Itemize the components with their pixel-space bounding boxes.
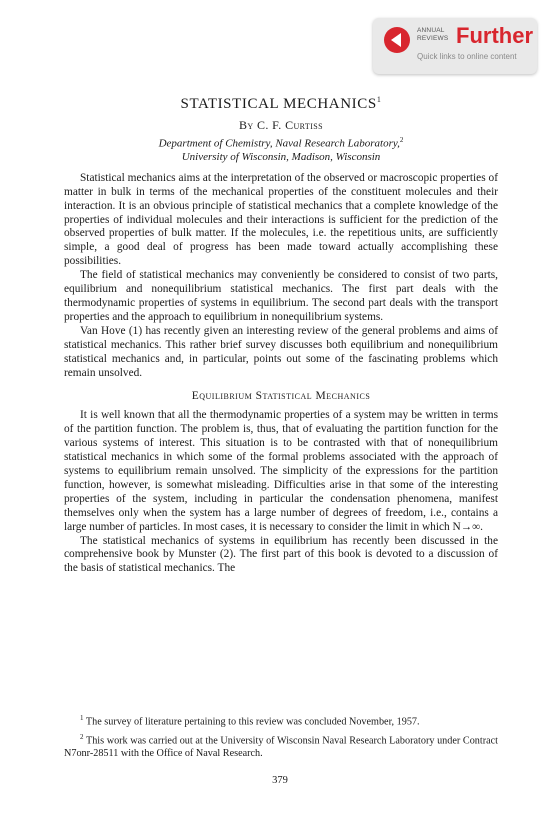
page-number: 379 <box>272 775 288 786</box>
affiliation-footnote-mark[interactable]: 2 <box>399 136 404 144</box>
affiliation-line-2: University of Wisconsin, Madison, Wisconsin <box>181 150 381 163</box>
section-heading: Equilibrium Statistical Mechanics <box>191 389 371 402</box>
badge-brand: Further <box>456 23 533 48</box>
paragraph: The field of statistical mechanics may conveniently be considered to consist of two parts, equilibrium and nonequilibrium statistical mechanics. The first part deals with the thermodynamic properties of systems in equilibrium. The second part deals with the transport properties and the approach to equilibrium in nonequilibrium systems. <box>64 269 498 324</box>
affiliation-line-1: Department of Chemistry, Naval Research Laboratory,$^2$ <box>158 136 404 150</box>
article-author: By C. F. Curtiss <box>239 118 323 132</box>
footnotes <box>64 712 498 763</box>
paragraph: The statistical mechanics of systems in equilibrium has recently been discussed in the comprehensive book by Munster (2). The first part of this book is devoted to a discussion of the basis of statistical mechanics. The <box>64 534 498 575</box>
badge-subtitle: Quick links to online content <box>417 52 517 61</box>
annual-reviews-further-badge[interactable] <box>373 18 537 74</box>
play-back-icon <box>384 27 410 53</box>
article-body <box>64 91 498 576</box>
badge-publisher-label: ANNUAL REVIEWS <box>417 27 449 42</box>
title-footnote-mark[interactable]: 1 <box>376 95 382 104</box>
article-title: STATISTICAL MECHANICS$^1$ <box>180 95 382 112</box>
paragraph: Van Hove (1) has recently given an interesting review of the general problems and aims of statistical mechanics. This rather brief survey discusses both equilibrium and nonequilibrium statistical mechanics and, in particular, points out some of the fascinating problems which remain unsolved. <box>64 325 498 379</box>
paragraph: Statistical mechanics aims at the interpretation of the observed or macroscopic properties of matter in bulk in terms of the mechanical properties of the constituent molecules and their interaction. It is an obvious principle of statistical mechanics that a complete knowledge of the properties of individual molecules and their interactions is sufficient for the prediction of the observed properties of bulk matter. If the molecules, i.e. the repetitious units, are sufficiently simple, a good deal of progress has been made toward actually accomplishing these possibilities. <box>64 171 498 268</box>
paragraph: It is well known that all the thermodynamic properties of a system may be written in terms of the partition function. The problem is, thus, that of evaluating the partition function for the various systems of interest. This situation is to be contrasted with that of nonequilibrium statistical mechanics in which some of the formal problems associated with the approach of systems to equilibrium remain unsolved. The simplicity of the expressions for the partition function, however, is somewhat misleading. Difficulties arise in that some of the interesting properties of the system, including in particular the condensation phenomena, manifest themselves only when the system has a large number of degrees of freedom, i.e., contains a large number of particles. In most cases, it is necessary to consider the limit in which N→∞. <box>64 408 498 533</box>
footnote: $^2$ This work was carried out at the University of Wisconsin Naval Research Laboratory under Contract N7onr-28511 with the Office of Naval Research. <box>64 733 498 760</box>
footnote: $^1$ The survey of literature pertaining to this review was concluded November, 1957. <box>80 714 420 728</box>
